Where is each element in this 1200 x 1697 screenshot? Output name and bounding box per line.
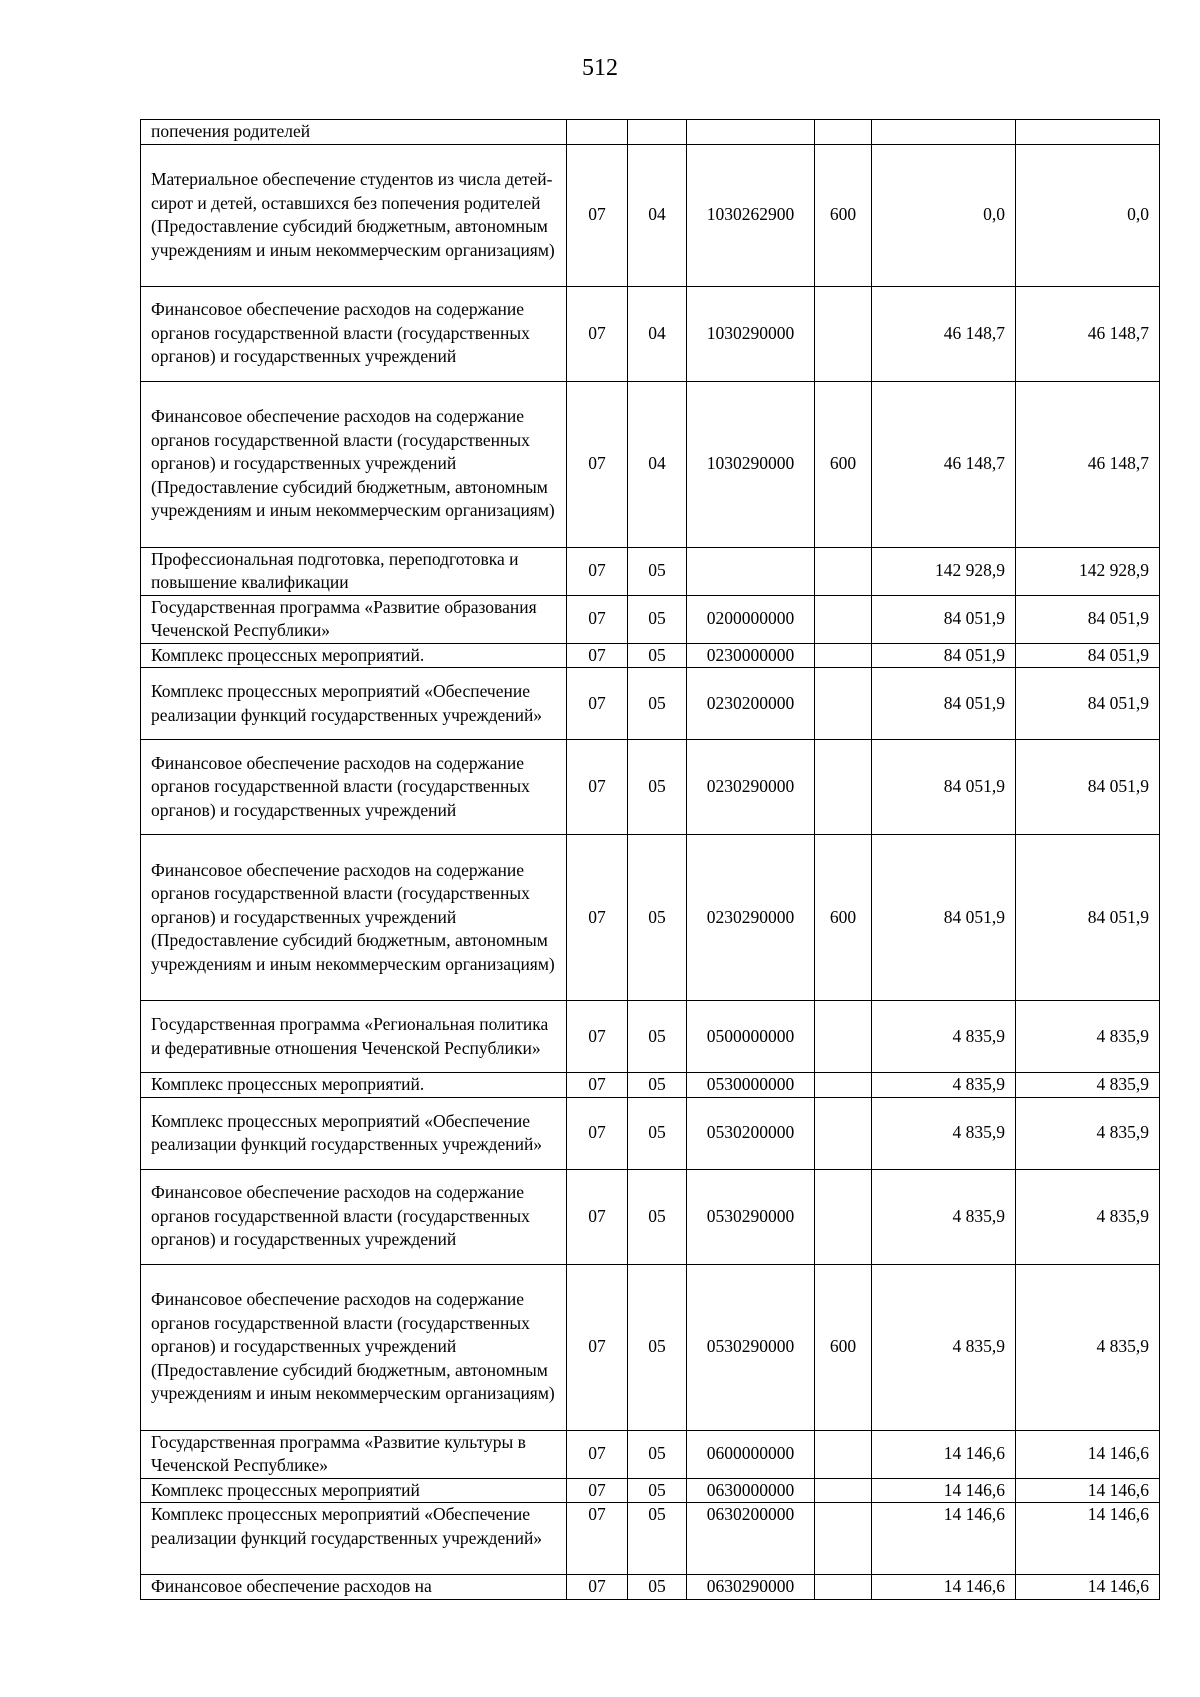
page-number: 512 — [582, 55, 618, 81]
table-row — [141, 1097, 1160, 1169]
row-amount-2: 46 148,7 — [1016, 381, 1160, 547]
row-amount-2: 142 928,9 — [1016, 547, 1160, 595]
row-target-article: 1030290000 — [687, 286, 815, 381]
table-row — [141, 1575, 1160, 1600]
row-amount-2: 4 835,9 — [1016, 1264, 1160, 1430]
row-name: попечения родителей — [141, 120, 567, 145]
row-subsection: 05 — [628, 1430, 687, 1478]
table-row — [141, 120, 1160, 145]
row-section: 07 — [567, 643, 628, 668]
row-section: 07 — [567, 1430, 628, 1478]
row-expense-type — [815, 740, 872, 835]
row-subsection: 05 — [628, 1478, 687, 1503]
row-target-article: 0630200000 — [687, 1503, 815, 1575]
row-section: 07 — [567, 595, 628, 643]
row-expense-type — [815, 120, 872, 145]
row-subsection: 05 — [628, 643, 687, 668]
row-subsection: 05 — [628, 668, 687, 740]
row-amount-2: 14 146,6 — [1016, 1430, 1160, 1478]
row-subsection: 05 — [628, 835, 687, 1001]
row-section: 07 — [567, 1478, 628, 1503]
row-amount-1: 46 148,7 — [872, 286, 1016, 381]
row-amount-1: 84 051,9 — [872, 595, 1016, 643]
row-amount-1: 142 928,9 — [872, 547, 1016, 595]
row-name: Комплекс процессных мероприятий «Обеспечение реализации функций государственных учреждений» — [141, 1097, 567, 1169]
row-expense-type — [815, 668, 872, 740]
row-subsection: 04 — [628, 381, 687, 547]
row-section: 07 — [567, 547, 628, 595]
row-amount-2: 84 051,9 — [1016, 595, 1160, 643]
row-expense-type — [815, 286, 872, 381]
row-amount-2: 4 835,9 — [1016, 1169, 1160, 1264]
row-section: 07 — [567, 144, 628, 286]
row-subsection: 05 — [628, 740, 687, 835]
table-row — [141, 1073, 1160, 1098]
table-row — [141, 740, 1160, 835]
row-subsection: 05 — [628, 1503, 687, 1575]
row-subsection: 05 — [628, 595, 687, 643]
row-section: 07 — [567, 1575, 628, 1600]
row-name: Государственная программа «Региональная политика и федеративные отношения Чеченской Республики» — [141, 1001, 567, 1073]
row-amount-2: 84 051,9 — [1016, 643, 1160, 668]
row-target-article: 0630000000 — [687, 1478, 815, 1503]
row-amount-1: 4 835,9 — [872, 1001, 1016, 1073]
row-name: Государственная программа «Развитие образования Чеченской Республики» — [141, 595, 567, 643]
row-target-article — [687, 547, 815, 595]
row-amount-2: 46 148,7 — [1016, 286, 1160, 381]
table-row — [141, 1264, 1160, 1430]
table-row — [141, 643, 1160, 668]
row-amount-1: 4 835,9 — [872, 1169, 1016, 1264]
row-target-article: 0230290000 — [687, 835, 815, 1001]
row-subsection: 05 — [628, 1001, 687, 1073]
row-target-article: 0530290000 — [687, 1169, 815, 1264]
row-amount-2: 14 146,6 — [1016, 1503, 1160, 1575]
row-name: Материальное обеспечение студентов из числа детей-сирот и детей, оставшихся без попечения родителей (Предоставление субсидий бюджетным, автономным учреждениям и иным некоммерческим организациям) — [141, 144, 567, 286]
row-expense-type — [815, 1478, 872, 1503]
row-expense-type: 600 — [815, 144, 872, 286]
row-name: Финансовое обеспечение расходов на содержание органов государственной власти (государственных органов) и государственных учреждений — [141, 1169, 567, 1264]
row-subsection: 04 — [628, 286, 687, 381]
row-amount-2: 0,0 — [1016, 144, 1160, 286]
row-amount-1: 84 051,9 — [872, 740, 1016, 835]
budget-table — [140, 119, 1160, 1600]
row-name: Комплекс процессных мероприятий. — [141, 1073, 567, 1098]
table-row — [141, 286, 1160, 381]
table-row — [141, 547, 1160, 595]
row-expense-type — [815, 1503, 872, 1575]
row-target-article: 0230290000 — [687, 740, 815, 835]
row-section: 07 — [567, 286, 628, 381]
row-section: 07 — [567, 835, 628, 1001]
row-amount-2: 14 146,6 — [1016, 1478, 1160, 1503]
row-target-article: 0530290000 — [687, 1264, 815, 1430]
table-row — [141, 1430, 1160, 1478]
row-name: Финансовое обеспечение расходов на содержание органов государственной власти (государственных органов) и государственных учреждений — [141, 286, 567, 381]
row-expense-type — [815, 595, 872, 643]
row-target-article: 0530200000 — [687, 1097, 815, 1169]
row-amount-1 — [872, 120, 1016, 145]
row-expense-type — [815, 1097, 872, 1169]
row-amount-1: 84 051,9 — [872, 835, 1016, 1001]
row-amount-1: 14 146,6 — [872, 1430, 1016, 1478]
row-target-article: 1030290000 — [687, 381, 815, 547]
row-name: Профессиональная подготовка, переподготовка и повышение квалификации — [141, 547, 567, 595]
row-expense-type — [815, 1073, 872, 1098]
row-amount-1: 84 051,9 — [872, 643, 1016, 668]
row-amount-2 — [1016, 120, 1160, 145]
row-subsection: 05 — [628, 1073, 687, 1098]
row-amount-2: 14 146,6 — [1016, 1575, 1160, 1600]
row-subsection: 04 — [628, 144, 687, 286]
table-row — [141, 668, 1160, 740]
row-amount-1: 46 148,7 — [872, 381, 1016, 547]
row-name: Финансовое обеспечение расходов на содержание органов государственной власти (государственных органов) и государственных учреждений (Предоставление субсидий бюджетным, автономным учреждениям и иным некоммерческим организациям) — [141, 835, 567, 1001]
table-row — [141, 1503, 1160, 1575]
table-row — [141, 595, 1160, 643]
row-target-article: 0630290000 — [687, 1575, 815, 1600]
row-amount-2: 84 051,9 — [1016, 668, 1160, 740]
row-expense-type — [815, 1169, 872, 1264]
table-row — [141, 1169, 1160, 1264]
row-subsection: 05 — [628, 1097, 687, 1169]
row-target-article — [687, 120, 815, 145]
row-expense-type: 600 — [815, 1264, 872, 1430]
row-target-article: 0230000000 — [687, 643, 815, 668]
row-section: 07 — [567, 1264, 628, 1430]
row-subsection: 05 — [628, 1264, 687, 1430]
row-amount-1: 14 146,6 — [872, 1503, 1016, 1575]
row-section: 07 — [567, 1169, 628, 1264]
table-row — [141, 1001, 1160, 1073]
row-amount-1: 4 835,9 — [872, 1097, 1016, 1169]
row-expense-type: 600 — [815, 835, 872, 1001]
row-name: Финансовое обеспечение расходов на содержание органов государственной власти (государственных органов) и государственных учреждений (Предоставление субсидий бюджетным, автономным учреждениям и иным некоммерческим организациям) — [141, 1264, 567, 1430]
row-section: 07 — [567, 668, 628, 740]
row-amount-1: 84 051,9 — [872, 668, 1016, 740]
row-name: Государственная программа «Развитие культуры в Чеченской Республике» — [141, 1430, 567, 1478]
row-subsection: 05 — [628, 1575, 687, 1600]
row-expense-type — [815, 1001, 872, 1073]
row-section: 07 — [567, 1097, 628, 1169]
row-name: Финансовое обеспечение расходов на — [141, 1575, 567, 1600]
row-amount-1: 14 146,6 — [872, 1478, 1016, 1503]
row-name: Комплекс процессных мероприятий «Обеспечение реализации функций государственных учреждений» — [141, 668, 567, 740]
row-expense-type — [815, 1430, 872, 1478]
table-row — [141, 144, 1160, 286]
table-row — [141, 835, 1160, 1001]
table-row — [141, 1478, 1160, 1503]
row-amount-1: 4 835,9 — [872, 1073, 1016, 1098]
row-amount-1: 14 146,6 — [872, 1575, 1016, 1600]
row-name: Комплекс процессных мероприятий — [141, 1478, 567, 1503]
row-subsection — [628, 120, 687, 145]
row-amount-2: 84 051,9 — [1016, 835, 1160, 1001]
row-target-article: 0200000000 — [687, 595, 815, 643]
row-section: 07 — [567, 1073, 628, 1098]
row-expense-type — [815, 643, 872, 668]
row-name: Комплекс процессных мероприятий. — [141, 643, 567, 668]
row-amount-1: 4 835,9 — [872, 1264, 1016, 1430]
row-section: 07 — [567, 1503, 628, 1575]
row-section: 07 — [567, 740, 628, 835]
row-target-article: 0500000000 — [687, 1001, 815, 1073]
row-target-article: 1030262900 — [687, 144, 815, 286]
row-target-article: 0600000000 — [687, 1430, 815, 1478]
row-subsection: 05 — [628, 1169, 687, 1264]
row-section: 07 — [567, 381, 628, 547]
row-section: 07 — [567, 1001, 628, 1073]
row-amount-2: 4 835,9 — [1016, 1073, 1160, 1098]
row-amount-2: 84 051,9 — [1016, 740, 1160, 835]
row-name: Финансовое обеспечение расходов на содержание органов государственной власти (государственных органов) и государственных учреждений — [141, 740, 567, 835]
row-target-article: 0530000000 — [687, 1073, 815, 1098]
row-expense-type — [815, 547, 872, 595]
table-row — [141, 381, 1160, 547]
row-subsection: 05 — [628, 547, 687, 595]
row-name: Комплекс процессных мероприятий «Обеспечение реализации функций государственных учреждений» — [141, 1503, 567, 1575]
row-expense-type — [815, 1575, 872, 1600]
row-amount-1: 0,0 — [872, 144, 1016, 286]
row-expense-type: 600 — [815, 381, 872, 547]
row-name: Финансовое обеспечение расходов на содержание органов государственной власти (государственных органов) и государственных учреждений (Предоставление субсидий бюджетным, автономным учреждениям и иным некоммерческим организациям) — [141, 381, 567, 547]
row-target-article: 0230200000 — [687, 668, 815, 740]
row-section — [567, 120, 628, 145]
row-amount-2: 4 835,9 — [1016, 1097, 1160, 1169]
row-amount-2: 4 835,9 — [1016, 1001, 1160, 1073]
